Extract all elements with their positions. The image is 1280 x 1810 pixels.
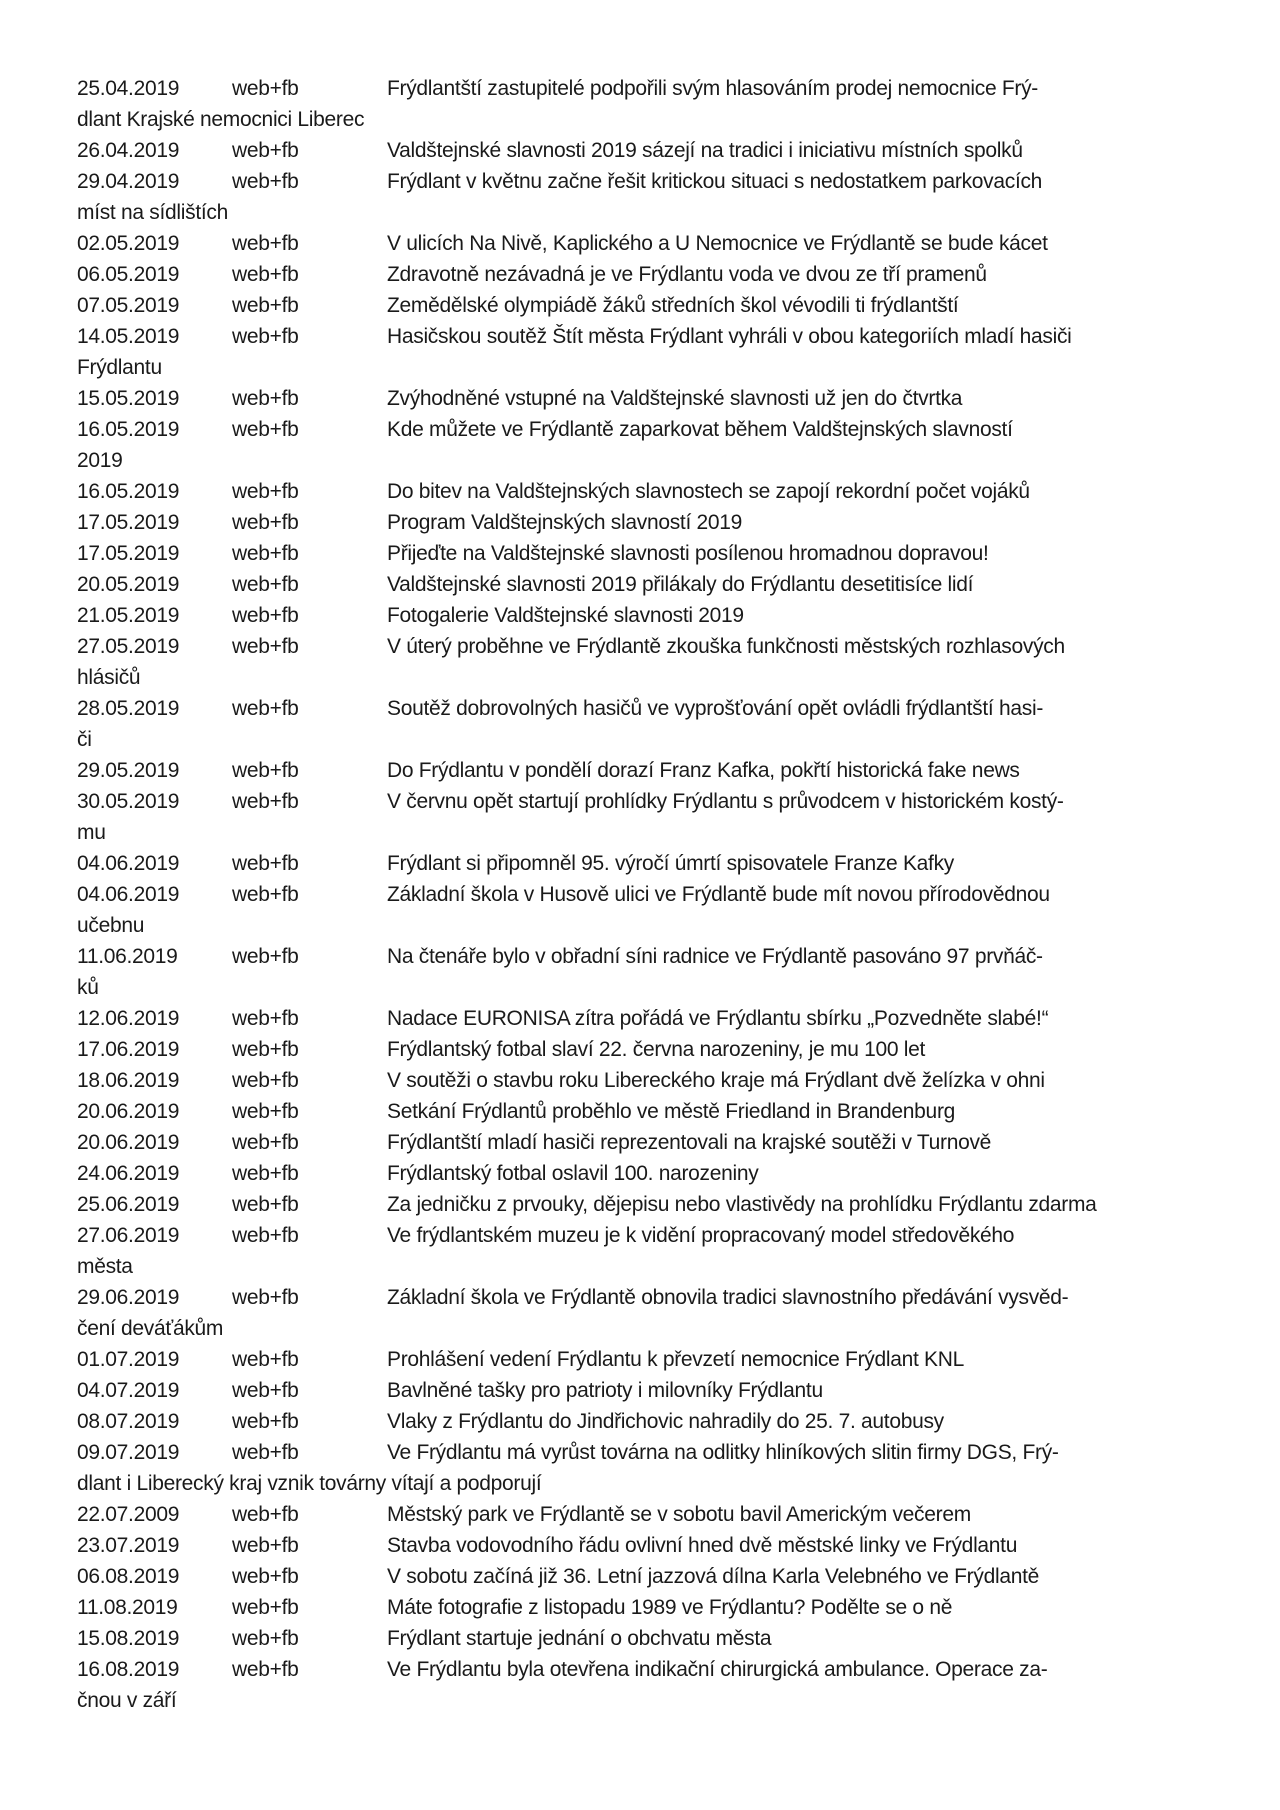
entry-first-line: [77, 1096, 1207, 1127]
list-item: [77, 228, 1207, 259]
entry-date: 27.06.2019: [77, 1224, 180, 1247]
entry-first-line: [77, 569, 1207, 600]
entry-source: web+fb: [232, 945, 299, 968]
entry-date: 18.06.2019: [77, 1069, 180, 1092]
entry-date: 20.06.2019: [77, 1131, 180, 1154]
entry-title: V sobotu začíná již 36. Letní jazzová dílna Karla Velebného ve Frýdlantě: [387, 1565, 1039, 1588]
entry-source: web+fb: [232, 1348, 299, 1371]
entry-date: 15.08.2019: [77, 1627, 180, 1650]
entry-title-continuation: 2019: [77, 449, 123, 472]
entry-first-line: [77, 941, 1207, 972]
entry-title-continuation: města: [77, 1255, 133, 1278]
entry-title-continuation: ků: [77, 976, 99, 999]
entry-first-line: [77, 1623, 1207, 1654]
list-item: [77, 848, 1207, 879]
list-item: [77, 1034, 1207, 1065]
entry-source: web+fb: [232, 1658, 299, 1681]
entry-first-line: [77, 786, 1207, 817]
entry-title-continuation: učebnu: [77, 914, 145, 937]
entry-title: Frýdlantští zastupitelé podpořili svým hlasováním prodej nemocnice Frý-: [387, 77, 1038, 100]
entry-date: 29.05.2019: [77, 759, 180, 782]
entry-title: Nadace EURONISA zítra pořádá ve Frýdlantu sbírku „Pozvedněte slabé!“: [387, 1007, 1049, 1030]
list-item: [77, 755, 1207, 786]
list-item: [77, 166, 1207, 228]
list-item: [77, 73, 1207, 135]
list-item: [77, 600, 1207, 631]
list-item: [77, 1096, 1207, 1127]
entry-source: web+fb: [232, 480, 299, 503]
list-item: [77, 1065, 1207, 1096]
entry-first-line: [77, 1282, 1207, 1313]
entry-date: 08.07.2019: [77, 1410, 180, 1433]
list-item: [77, 879, 1207, 941]
entry-source: web+fb: [232, 1007, 299, 1030]
entry-source: web+fb: [232, 139, 299, 162]
entry-date: 27.05.2019: [77, 635, 180, 658]
entry-first-line: [77, 1654, 1207, 1685]
entry-source: web+fb: [232, 263, 299, 286]
list-item: [77, 941, 1207, 1003]
entry-source: web+fb: [232, 170, 299, 193]
entry-title-continuation: či: [77, 728, 92, 751]
entry-first-line: [77, 1189, 1207, 1220]
entry-title: Městský park ve Frýdlantě se v sobotu bavil Americkým večerem: [387, 1503, 971, 1526]
entry-first-line: [77, 538, 1207, 569]
entry-date: 16.08.2019: [77, 1658, 180, 1681]
entry-title: Bavlněné tašky pro patrioty i milovníky Frýdlantu: [387, 1379, 823, 1402]
entry-date: 06.08.2019: [77, 1565, 180, 1588]
entry-source: web+fb: [232, 1379, 299, 1402]
entry-title: Valdštejnské slavnosti 2019 přilákaly do Frýdlantu desetitisíce lidí: [387, 573, 974, 596]
entry-date: 30.05.2019: [77, 790, 180, 813]
entry-source: web+fb: [232, 1100, 299, 1123]
entry-title: Soutěž dobrovolných hasičů ve vyprošťování opět ovládli frýdlantští hasi-: [387, 697, 1044, 720]
entry-title: Ve frýdlantském muzeu je k vidění propracovaný model středověkého: [387, 1224, 1015, 1247]
entry-date: 20.06.2019: [77, 1100, 180, 1123]
list-item: [77, 414, 1207, 476]
entry-date: 20.05.2019: [77, 573, 180, 596]
entry-title: Fotogalerie Valdštejnské slavnosti 2019: [387, 604, 744, 627]
entry-title-continuation: mu: [77, 821, 106, 844]
entry-date: 01.07.2019: [77, 1348, 180, 1371]
list-item: [77, 1282, 1207, 1344]
entry-first-line: [77, 1065, 1207, 1096]
list-item: [77, 1220, 1207, 1282]
entry-title-continuation: čnou v září: [77, 1689, 177, 1712]
list-item: [77, 476, 1207, 507]
entry-source: web+fb: [232, 573, 299, 596]
list-item: [77, 1003, 1207, 1034]
entry-title: Základní škola v Husově ulici ve Frýdlantě bude mít novou přírodovědnou: [387, 883, 1050, 906]
entry-first-line: [77, 1220, 1207, 1251]
entry-date: 25.06.2019: [77, 1193, 180, 1216]
list-item: [77, 1158, 1207, 1189]
entry-first-line: [77, 1344, 1207, 1375]
entry-source: web+fb: [232, 294, 299, 317]
entry-source: web+fb: [232, 542, 299, 565]
entry-source: web+fb: [232, 1534, 299, 1557]
list-item: [77, 1127, 1207, 1158]
entry-source: web+fb: [232, 1441, 299, 1464]
entry-title: V červnu opět startují prohlídky Frýdlantu s průvodcem v historickém kostý-: [387, 790, 1064, 813]
entry-source: web+fb: [232, 1596, 299, 1619]
entry-date: 11.06.2019: [77, 945, 178, 968]
entry-source: web+fb: [232, 1224, 299, 1247]
entry-source: web+fb: [232, 883, 299, 906]
entry-date: 28.05.2019: [77, 697, 180, 720]
entry-first-line: [77, 414, 1207, 445]
entry-first-line: [77, 135, 1207, 166]
entry-first-line: [77, 1592, 1207, 1623]
entry-title: Frýdlant si připomněl 95. výročí úmrtí spisovatele Franze Kafky: [387, 852, 954, 875]
entry-source: web+fb: [232, 325, 299, 348]
entry-source: web+fb: [232, 511, 299, 534]
entry-source: web+fb: [232, 418, 299, 441]
entry-first-line: [77, 879, 1207, 910]
entry-date: 16.05.2019: [77, 480, 180, 503]
entry-title: Ve Frýdlantu byla otevřena indikační chirurgická ambulance. Operace za-: [387, 1658, 1048, 1681]
entry-first-line: [77, 321, 1207, 352]
entry-first-line: [77, 1158, 1207, 1189]
entry-title: Základní škola ve Frýdlantě obnovila tradici slavnostního předávání vysvěd-: [387, 1286, 1069, 1309]
entry-date: 02.05.2019: [77, 232, 180, 255]
list-item: [77, 1344, 1207, 1375]
entry-title-continuation: míst na sídlištích: [77, 201, 228, 224]
entry-date: 15.05.2019: [77, 387, 180, 410]
list-item: [77, 1499, 1207, 1530]
list-item: [77, 631, 1207, 693]
entry-title: V soutěži o stavbu roku Libereckého kraje má Frýdlant dvě želízka v ohni: [387, 1069, 1045, 1092]
entry-first-line: [77, 600, 1207, 631]
list-item: [77, 1530, 1207, 1561]
entry-first-line: [77, 73, 1207, 104]
list-item: [77, 1406, 1207, 1437]
entry-source: web+fb: [232, 1503, 299, 1526]
entry-first-line: [77, 259, 1207, 290]
entry-date: 04.07.2019: [77, 1379, 180, 1402]
entry-source: web+fb: [232, 77, 299, 100]
entry-title: Frýdlantští mladí hasiči reprezentovali na krajské soutěži v Turnově: [387, 1131, 992, 1154]
entry-date: 09.07.2019: [77, 1441, 180, 1464]
entry-date: 04.06.2019: [77, 883, 180, 906]
list-item: [77, 290, 1207, 321]
entry-title: Zvýhodněné vstupné na Valdštejnské slavnosti už jen do čtvrtka: [387, 387, 963, 410]
entry-first-line: [77, 693, 1207, 724]
entry-source: web+fb: [232, 604, 299, 627]
list-item: [77, 259, 1207, 290]
entry-first-line: [77, 1530, 1207, 1561]
list-item: [77, 693, 1207, 755]
entry-title: Máte fotografie z listopadu 1989 ve Frýdlantu? Podělte se o ně: [387, 1596, 953, 1619]
entry-date: 04.06.2019: [77, 852, 180, 875]
entry-source: web+fb: [232, 387, 299, 410]
entry-title: Stavba vodovodního řádu ovlivní hned dvě městské linky ve Frýdlantu: [387, 1534, 1018, 1557]
entry-date: 23.07.2019: [77, 1534, 180, 1557]
entry-first-line: [77, 1437, 1207, 1468]
list-item: [77, 383, 1207, 414]
entry-title-continuation: čení deváťákům: [77, 1317, 224, 1340]
list-item: [77, 1654, 1207, 1716]
entry-first-line: [77, 631, 1207, 662]
entry-date: 26.04.2019: [77, 139, 180, 162]
entry-first-line: [77, 507, 1207, 538]
entry-date: 24.06.2019: [77, 1162, 180, 1185]
entry-source: web+fb: [232, 1069, 299, 1092]
entry-date: 17.06.2019: [77, 1038, 180, 1061]
entry-first-line: [77, 1127, 1207, 1158]
entry-source: web+fb: [232, 1286, 299, 1309]
entry-first-line: [77, 290, 1207, 321]
entry-date: 17.05.2019: [77, 511, 180, 534]
entry-date: 21.05.2019: [77, 604, 180, 627]
entry-title: Hasičskou soutěž Štít města Frýdlant vyhráli v obou kategoriích mladí hasiči: [387, 325, 1072, 348]
entry-source: web+fb: [232, 1131, 299, 1154]
entry-title-continuation: dlant i Liberecký kraj vznik továrny vítají a podporují: [77, 1472, 542, 1495]
entry-date: 25.04.2019: [77, 77, 180, 100]
entry-title: Frýdlantský fotbal oslavil 100. narozeniny: [387, 1162, 759, 1185]
entry-source: web+fb: [232, 759, 299, 782]
list-item: [77, 1623, 1207, 1654]
entry-source: web+fb: [232, 852, 299, 875]
entry-source: web+fb: [232, 232, 299, 255]
entry-title: Program Valdštejnských slavností 2019: [387, 511, 743, 534]
entry-source: web+fb: [232, 697, 299, 720]
entry-title: V úterý proběhne ve Frýdlantě zkouška funkčnosti městských rozhlasových: [387, 635, 1065, 658]
entry-source: web+fb: [232, 1038, 299, 1061]
entry-source: web+fb: [232, 1565, 299, 1588]
list-item: [77, 135, 1207, 166]
entry-source: web+fb: [232, 1627, 299, 1650]
entry-title: Do Frýdlantu v pondělí dorazí Franz Kafka, pokřtí historická fake news: [387, 759, 1020, 782]
entry-title-continuation: hlásičů: [77, 666, 141, 689]
list-item: [77, 1592, 1207, 1623]
entry-title: Za jedničku z prvouky, dějepisu nebo vlastivědy na prohlídku Frýdlantu zdarma: [387, 1193, 1097, 1216]
entry-title: Přijeďte na Valdštejnské slavnosti posílenou hromadnou dopravou!: [387, 542, 989, 565]
entry-title: Zemědělské olympiádě žáků středních škol vévodili ti frýdlantští: [387, 294, 959, 317]
list-item: [77, 321, 1207, 383]
entry-date: 16.05.2019: [77, 418, 180, 441]
entry-source: web+fb: [232, 1193, 299, 1216]
list-item: [77, 1437, 1207, 1499]
entry-first-line: [77, 1499, 1207, 1530]
list-item: [77, 507, 1207, 538]
entry-title-continuation: dlant Krajské nemocnici Liberec: [77, 108, 365, 131]
entry-title: Frýdlant startuje jednání o obchvatu města: [387, 1627, 772, 1650]
entry-first-line: [77, 1003, 1207, 1034]
entry-date: 11.08.2019: [77, 1596, 178, 1619]
list-item: [77, 569, 1207, 600]
entry-date: 14.05.2019: [77, 325, 180, 348]
entry-title: Kde můžete ve Frýdlantě zaparkovat během Valdštejnských slavností: [387, 418, 1013, 441]
list-item: [77, 786, 1207, 848]
entry-title: Frýdlant v květnu začne řešit kritickou situaci s nedostatkem parkovacích: [387, 170, 1043, 193]
entry-date: 29.04.2019: [77, 170, 180, 193]
list-item: [77, 1189, 1207, 1220]
entry-title: Na čtenáře bylo v obřadní síni radnice ve Frýdlantě pasováno 97 prvňáč-: [387, 945, 1043, 968]
entry-first-line: [77, 383, 1207, 414]
entry-first-line: [77, 228, 1207, 259]
entry-first-line: [77, 1561, 1207, 1592]
entry-title: Prohlášení vedení Frýdlantu k převzetí nemocnice Frýdlant KNL: [387, 1348, 964, 1371]
entry-title: Frýdlantský fotbal slaví 22. června narozeniny, je mu 100 let: [387, 1038, 926, 1061]
list-item: [77, 1561, 1207, 1592]
entry-title: Do bitev na Valdštejnských slavnostech se zapojí rekordní počet vojáků: [387, 480, 1030, 503]
entry-source: web+fb: [232, 1410, 299, 1433]
entry-date: 06.05.2019: [77, 263, 180, 286]
entry-date: 12.06.2019: [77, 1007, 180, 1030]
entry-first-line: [77, 1375, 1207, 1406]
entry-first-line: [77, 848, 1207, 879]
entry-date: 22.07.2009: [77, 1503, 180, 1526]
entry-date: 07.05.2019: [77, 294, 180, 317]
entry-source: web+fb: [232, 790, 299, 813]
entry-title: Vlaky z Frýdlantu do Jindřichovic nahradily do 25. 7. autobusy: [387, 1410, 944, 1433]
entry-title-continuation: Frýdlantu: [77, 356, 162, 379]
publication-list: [77, 73, 1207, 1716]
entry-first-line: [77, 1034, 1207, 1065]
list-item: [77, 1375, 1207, 1406]
entry-source: web+fb: [232, 635, 299, 658]
list-item: [77, 538, 1207, 569]
entry-source: web+fb: [232, 1162, 299, 1185]
entry-title: Zdravotně nezávadná je ve Frýdlantu voda ve dvou ze tří pramenů: [387, 263, 987, 286]
entry-first-line: [77, 476, 1207, 507]
entry-title: V ulicích Na Nivě, Kaplického a U Nemocnice ve Frýdlantě se bude kácet: [387, 232, 1048, 255]
entry-first-line: [77, 755, 1207, 786]
entry-title: Setkání Frýdlantů proběhlo ve městě Friedland in Brandenburg: [387, 1100, 956, 1123]
entry-first-line: [77, 1406, 1207, 1437]
entry-title: Valdštejnské slavnosti 2019 sázejí na tradici i iniciativu místních spolků: [387, 139, 1023, 162]
entry-title: Ve Frýdlantu má vyrůst továrna na odlitky hliníkových slitin firmy DGS, Frý-: [387, 1441, 1059, 1464]
entry-first-line: [77, 166, 1207, 197]
entry-date: 29.06.2019: [77, 1286, 180, 1309]
entry-date: 17.05.2019: [77, 542, 180, 565]
